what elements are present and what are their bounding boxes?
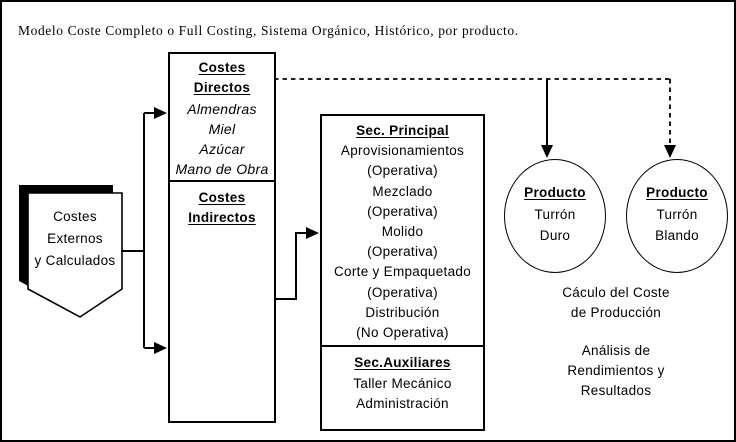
sec-principal-item: (Operativa) bbox=[367, 203, 438, 219]
sec-principal-section bbox=[322, 116, 483, 345]
sec-principal-item: Distribución bbox=[365, 304, 440, 320]
direct-costs-header: Costes bbox=[198, 60, 246, 75]
product-name: Blando bbox=[655, 228, 699, 243]
external-costs-line: y Calculados bbox=[34, 253, 116, 268]
note-line: de Producción bbox=[570, 305, 662, 320]
sec-principal-item: (Operativa) bbox=[367, 284, 438, 300]
product-name: Turrón bbox=[656, 206, 698, 222]
secciones-box bbox=[320, 114, 485, 431]
sec-principal-item: Molido bbox=[381, 224, 424, 240]
note-line: Rendimientos y bbox=[567, 363, 665, 378]
connector-costes-to-secciones bbox=[274, 233, 308, 299]
arrow-down-duro-icon bbox=[541, 145, 553, 158]
sec-principal-item: Mezclado bbox=[372, 183, 433, 199]
product-name: Duro bbox=[539, 228, 571, 243]
sec-principal-item: (No Operativa) bbox=[356, 325, 449, 341]
arrow-right-secciones-icon bbox=[306, 227, 319, 239]
arrow-down-blando-icon bbox=[664, 145, 676, 158]
product-header: Producto bbox=[524, 185, 586, 200]
sec-auxiliares-header: Sec.Auxiliares bbox=[354, 355, 451, 370]
note-line: Análisis de bbox=[581, 343, 651, 358]
diagram-title: Modelo Coste Completo o Full Costing, Sistema Orgánico, Histórico, por producto. bbox=[18, 23, 519, 38]
direct-cost-item: Mano de Obra bbox=[175, 161, 269, 178]
sec-principal-header: Sec. Principal bbox=[356, 123, 449, 138]
external-costs-line: Externos bbox=[47, 231, 103, 246]
sec-auxiliares-item: Taller Mecánico bbox=[353, 375, 452, 391]
sec-principal-item: (Operativa) bbox=[367, 163, 438, 179]
note-line: Resultados bbox=[580, 383, 652, 398]
sec-principal-item: (Operativa) bbox=[367, 244, 438, 260]
product-turron-blando-circle bbox=[626, 159, 728, 273]
sec-auxiliares-section bbox=[322, 345, 483, 415]
note-line: Cáculo del Coste bbox=[562, 285, 670, 300]
costes-box bbox=[168, 52, 276, 423]
external-costs-line: Costes bbox=[53, 209, 97, 224]
product-turron-duro-circle bbox=[504, 159, 606, 273]
arrow-right-indirectos-icon bbox=[154, 342, 167, 354]
direct-cost-item: Miel bbox=[208, 120, 236, 137]
direct-costs-header: Directos bbox=[193, 80, 251, 96]
direct-cost-item: Azúcar bbox=[199, 141, 245, 158]
sec-principal-item: Corte y Empaquetado bbox=[333, 264, 472, 280]
direct-costs-section bbox=[170, 54, 274, 180]
indirect-costs-section bbox=[170, 180, 274, 229]
indirect-costs-header: Costes bbox=[198, 190, 246, 205]
note-analisis bbox=[505, 341, 727, 401]
indirect-costs-header: Indirectos bbox=[188, 210, 256, 226]
sec-auxiliares-item: Administración bbox=[356, 396, 449, 411]
product-name: Turrón bbox=[534, 206, 576, 222]
sec-principal-item: Aprovisionamientos bbox=[340, 143, 465, 159]
note-coste-produccion bbox=[505, 283, 727, 323]
direct-cost-item: Almendras bbox=[187, 100, 257, 117]
product-header: Producto bbox=[646, 185, 708, 200]
arrow-right-directos-icon bbox=[154, 107, 167, 119]
external-costs-label bbox=[20, 206, 130, 272]
